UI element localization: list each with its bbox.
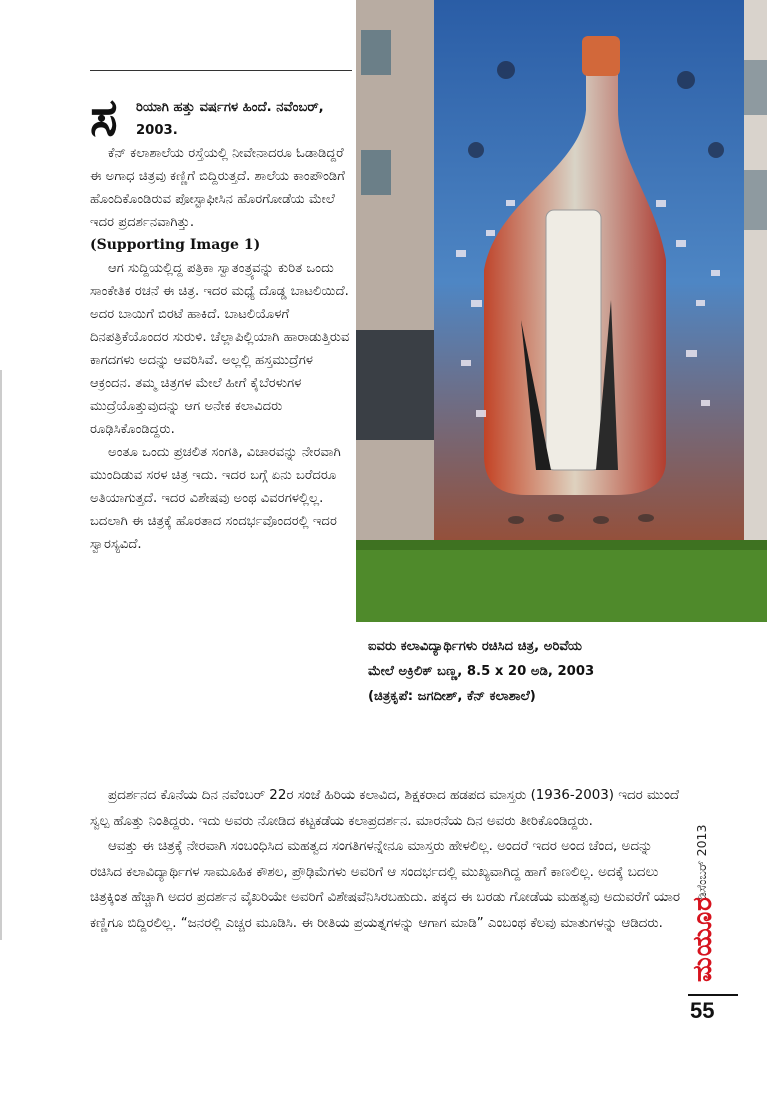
drop-cap-letter: ಸ (90, 88, 118, 148)
page-number-rule (688, 994, 738, 996)
paragraph-simplicity: ಅಂತೂ ಒಂದು ಪ್ರಚಲಿತ ಸಂಗತಿ, ವಿಚಾರವನ್ನು ನೇರವಾಗಿ ಮುಂದಿಡುವ ಸರಳ ಚಿತ್ರ ಇದು. ಇದರ ಬಗ್ಗೆ ಏನು ಬರೆದರೂ ಅತಿಯಾಗುತ್ತದೆ. ಇದರ ವಿಶೇಷವು ಅಂಥ ವಿವರಗಳಲ್ಲಿಲ್ಲ. ಬದಲಾಗಿ ಈ ಚಿತ್ರಕ್ಕೆ ಹೊರತಾದ ಸಂದರ್ಭವೊಂದರಲ್ಲಿ ಇದರ ಸ್ವಾರಸ್ಯವಿದೆ. (90, 445, 341, 552)
caption-credit: (ಚಿತ್ರಕೃಪೆ: ಜಗದೀಶ್, ಕೆನ್ ಕಲಾಶಾಲೆ) (368, 689, 536, 704)
paragraph-master-remarks: ಆವತ್ತು ಈ ಚಿತ್ರಕ್ಕೆ ನೇರವಾಗಿ ಸಂಬಂಧಿಸಿದ ಮಹತ್ವದ ಸಂಗತಿಗಳನ್ನೇನೂ ಮಾಸ್ತರು ಹೇಳಲಿಲ್ಲ. ಅಂದರೆ ಇದರ ಅಂದ ಚೆಂದ, ಅದನ್ನು ರಚಿಸಿದ ಕಲಾವಿದ್ಯಾರ್ಥಿಗಳ ಸಾಮೂಹಿಕ ಕೌಶಲ, ಪ್ರೌಢಿಮೆಗಳು ಅವರಿಗೆ ಆ ಸಂದರ್ಭದಲ್ಲಿ ಮುಖ್ಯವಾಗಿದ್ದ ಹಾಗೆ ಕಾಣಲಿಲ್ಲ. ಅದಕ್ಕೆ ಬದಲು ಚಿತ್ರಕ್ಕಿಂತ ಹೆಚ್ಚಾಗಿ ಅದರ ಪ್ರದರ್ಶನ ವೈಖರಿಯೇ ಅವರಿಗೆ ವಿಶೇಷವೆನಿಸಿರಬಹುದು. ಪಕ್ಕದ ಈ ಬರಡು ಗೋಡೆಯ ಮಹತ್ವವು ಅದುವರೆಗೆ ಯಾರ ಕಣ್ಣಿಗೂ ಬಿದ್ದಿರಲಿಲ್ಲ. “ಜನರಲ್ಲಿ ಎಚ್ಚರ ಮೂಡಿಸಿ. ಈ ರೀತಿಯ ಪ್ರಯತ್ನಗಳನ್ನು ಆಗಾಗ ಮಾಡಿ” ಎಂಬಂಥ ಕೆಲವು ಮಾತುಗಳನ್ನು ಆಡಿದರು. (90, 839, 680, 931)
page-number: 55 (690, 998, 715, 1023)
magazine-date (694, 792, 712, 902)
image-caption (368, 634, 758, 709)
magazine-logo (688, 896, 718, 982)
supporting-image-label: (Supporting Image 1) (90, 237, 261, 253)
page-edge-mark (0, 370, 2, 940)
bottle-painting-illustration (356, 0, 767, 622)
paragraph-description: ಆಗ ಸುದ್ದಿಯಲ್ಲಿದ್ದ ಪತ್ರಿಕಾ ಸ್ವಾತಂತ್ರ್ಯವನ್ನು ಕುರಿತ ಒಂದು ಸಾಂಕೇತಿಕ ರಚನೆ ಈ ಚಿತ್ರ. ಇದರ ಮಧ್ಯೆ ದೊಡ್ಡ ಬಾಟಲಿಯಿದೆ. ಅದರ ಬಾಯಿಗೆ ಬಿರಟೆ ಹಾಕಿದೆ. ಬಾಟಲಿಯೊಳಗೆ ದಿನಪತ್ರಿಕೆಯೊಂದರ ಸುರುಳಿ. ಚೆಲ್ಲಾಪಿಲ್ಲಿಯಾಗಿ ಹಾರಾಡುತ್ತಿರುವ ಕಾಗದಗಳು ಅದನ್ನು ಆವರಿಸಿವೆ. ಅಲ್ಲಲ್ಲಿ ಹಸ್ತಮುದ್ರೆಗಳ ಆಕ್ರಂದನ. ತಮ್ಮ ಚಿತ್ರಗಳ ಮೇಲೆ ಹೀಗೆ ಕೈಬೆರಳುಗಳ ಮುದ್ರೆಯೊತ್ತುವುದನ್ನು ಆಗ ಅನೇಕ ಕಲಾವಿದರು ರೂಢಿಸಿಕೊಂಡಿದ್ದರು. (90, 261, 350, 437)
artwork-photo (356, 0, 767, 622)
paragraph-last-day: ಪ್ರದರ್ಶನದ ಕೊನೆಯ ದಿನ ನವೆಂಬರ್ 22ರ ಸಂಜೆ ಹಿರಿಯ ಕಲಾವಿದ, ಶಿಕ್ಷಕರಾದ ಹಡಪದ ಮಾಸ್ತರು (1936-2003) ಇದರ ಮುಂದೆ ಸ್ವಲ್ಪ ಹೊತ್ತು ನಿಂತಿದ್ದರು. ಇದು ಅವರು ನೋಡಿದ ಕಟ್ಟಕಡೆಯ ಕಲಾಪ್ರದರ್ಶನ. ಮಾರನೆಯ ದಿನ ಅವರು ತೀರಿಕೊಂಡಿದ್ದರು. (90, 788, 680, 829)
magazine-logo-text: ಮಯೂರ (688, 896, 718, 982)
caption-line: ಮೇಲೆ ಅಕ್ರಿಲಿಕ್ ಬಣ್ಣ, 8.5 x 20 ಅಡಿ, 2003 (368, 664, 595, 679)
left-text-column (90, 96, 352, 556)
magazine-date-text: ಡಿಸೆಂಬರ್ 2013 (694, 824, 709, 900)
paragraph-exhibition: ಕೆನ್ ಕಲಾಶಾಲೆಯ ರಸ್ತೆಯಲ್ಲಿ ನೀವೇನಾದರೂ ಓಡಾಡಿದ್ದರೆ ಈ ಅಗಾಧ ಚಿತ್ರವು ಕಣ್ಣಿಗೆ ಬಿದ್ದಿರುತ್ತದೆ. ಶಾಲೆಯ ಕಾಂಪೌಂಡಿಗೆ ಹೊಂದಿಕೊಂಡಿರುವ ಪೋಸ್ಟಾಫೀಸಿನ ಹೊರಗೋಡೆಯ ಮೇಲೆ ಇದರ ಪ್ರದರ್ಶನವಾಗಿತ್ತು. (90, 146, 345, 230)
opening-paragraph: ರಿಯಾಗಿ ಹತ್ತು ವರ್ಷಗಳ ಹಿಂದೆ. ನವೆಂಬರ್, 2003. (136, 100, 324, 138)
top-rule (90, 70, 352, 71)
full-width-text (90, 783, 682, 936)
caption-line: ಐವರು ಕಲಾವಿದ್ಯಾರ್ಥಿಗಳು ರಚಿಸಿದ ಚಿತ್ರ, ಅರಿವೆಯ (368, 639, 583, 654)
